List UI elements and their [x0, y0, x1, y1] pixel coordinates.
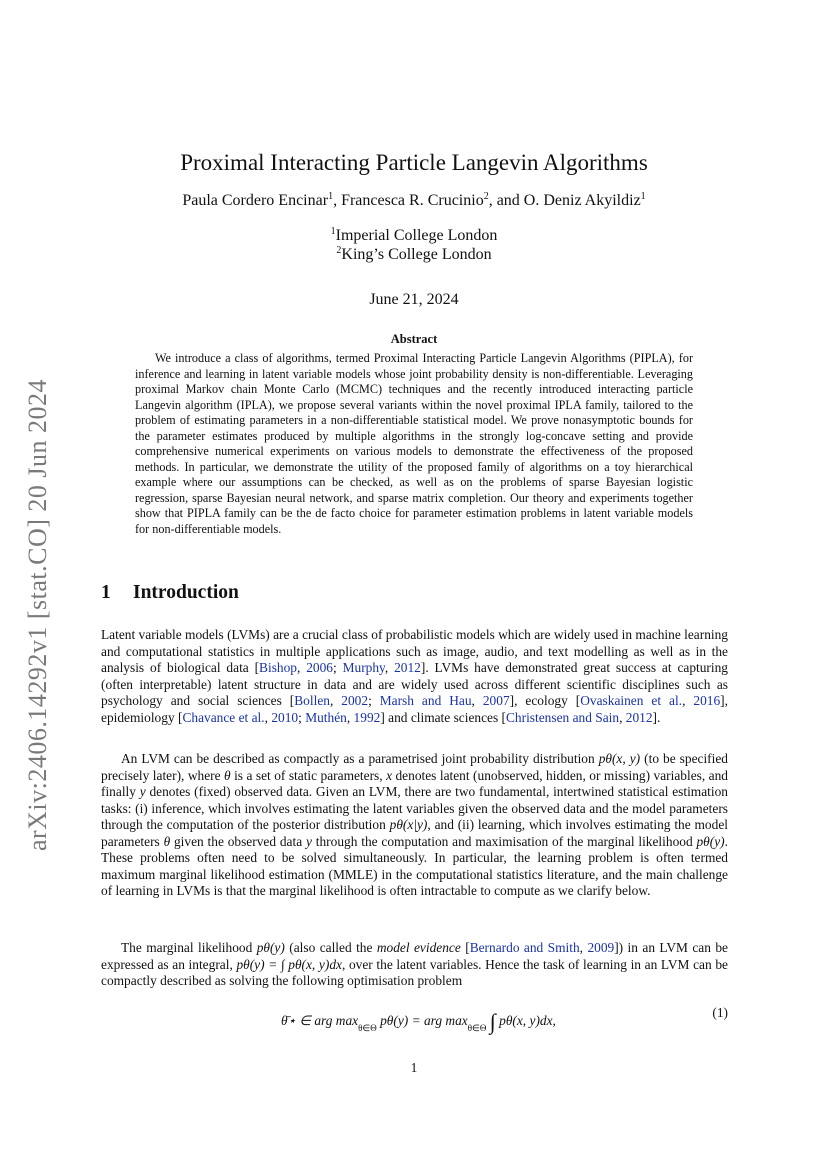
citation-link[interactable]: Chavance et al.: [182, 709, 265, 725]
citation-link[interactable]: 2016: [693, 693, 721, 708]
affiliation-marker: 1: [330, 226, 336, 237]
affiliation-name: Imperial College London: [335, 227, 498, 244]
citation-link[interactable]: 2012: [394, 660, 421, 675]
author-separator: ,: [333, 192, 342, 209]
paragraph: The marginal likelihood pθ(y) (also called the model evidence [Bernardo and Smith, 2009]) in an LVM can be expressed as an integral, pθ(y) = ∫ pθ(x, y)dx, over the latent variables. Hence the task of learning in an LVM can be compactly described as solving the following optimisation problem: [101, 940, 728, 988]
affiliation-marker: 1: [640, 191, 646, 202]
paper-title: Proximal Interacting Particle Langevin Algorithms: [180, 150, 648, 175]
affiliation: [0, 245, 828, 264]
paragraph: Latent variable models (LVMs) are a crucial class of probabilistic models which are widely used in machine learning and computational statistics in multiple applications such as image, audio, and text modelling as well as in the analysis of biological data [Bishop, 2006; Murphy, 2012]. LVMs have demonstrated great success at capturing (often interpretable) latent structure in data and are widely used across different scientific disciplines such as psychology and social sciences [Bollen, 2002; Marsh and Hau, 2007], ecology [Ovaskainen et al., 2016], epidemiology [Chavance et al., 2010; Muthén, 1992] and climate sciences [Christensen and Sain, 2012].: [101, 627, 729, 725]
citation-link[interactable]: Bernardo and Smith: [469, 940, 580, 955]
affiliation-marker: 2: [336, 245, 342, 256]
section-number: 1: [101, 582, 111, 603]
abstract-heading: Abstract: [390, 332, 438, 346]
math-inline: y: [305, 833, 312, 849]
author-list: [0, 191, 828, 210]
affiliation-marker: 1: [328, 191, 334, 202]
section-title: Introduction: [133, 582, 239, 603]
equation-subscript: θ∈Θ: [358, 1023, 377, 1033]
citation-link[interactable]: 2010: [271, 709, 299, 725]
display-equation: θ̄⋆ ∈ arg $\max_{\theta\in\Theta} p\theta(y)$ = arg $\max_{\theta\in\Theta}$ ∫ pθ(x, y)dx, (1): [281, 1005, 728, 1034]
citation-link[interactable]: Bishop: [259, 660, 297, 675]
arxiv-identifier-text: arXiv:2406.14292v1 [stat.CO] 20 Jun 2024: [23, 378, 52, 852]
affiliation-name: King’s College London: [341, 246, 492, 263]
author-name: Francesca R. Crucinio: [341, 192, 484, 209]
math-inline: θ: [224, 767, 231, 783]
math-inline: pθ(x|y): [389, 817, 428, 832]
citation-link[interactable]: Bollen: [294, 693, 330, 708]
paragraph: An LVM can be described as compactly as a parametrised joint probability distribution pθ(x, y) (to be specified precisely later), where θ is a set of static parameters, x denotes latent (unobserved, hidden, or missing) variables, and finally y denotes (fixed) observed data. Given an LVM, there are two fundamental, intertwined statistical estimation tasks: (i) inference, which involves estimating the latent variables given the observed data and the model parameters through the computation of the posterior distribution pθ(x|y), and (ii) learning, which involves estimating the model parameters θ given the observed data y through the computation and maximisation of the marginal likelihood pθ(y). These problems often need to be solved simultaneously. In particular, the learning problem is often termed maximum marginal likelihood estimation (MMLE) in the computational statistics literature, and the main challenge of learning in LVMs is that the marginal likelihood is often intractable to compute as we clarify below.: [101, 751, 728, 898]
citation-link[interactable]: 2006: [306, 660, 333, 675]
affiliation-marker: 2: [483, 191, 489, 202]
math-inline: pθ(x, y): [598, 751, 641, 766]
citation-link[interactable]: Christensen and Sain: [506, 709, 620, 725]
author-separator: , and: [488, 192, 524, 209]
citation-link[interactable]: 2002: [341, 693, 369, 708]
citation-link[interactable]: Marsh and Hau: [379, 693, 472, 708]
citation-link[interactable]: 2012: [625, 709, 653, 725]
publication-date: June 21, 2024: [369, 291, 459, 308]
citation-link[interactable]: Ovaskainen et al.: [580, 693, 683, 708]
page-number: 1: [410, 1060, 418, 1075]
arxiv-identifier: [18, 365, 58, 865]
citation-link[interactable]: 1992: [353, 709, 381, 725]
section-heading: [101, 582, 239, 604]
author-name: O. Deniz Akyildiz: [523, 192, 641, 209]
math-inline: pθ(y) = ∫ pθ(x, y)dx: [236, 956, 342, 972]
author-name: Paula Cordero Encinar: [182, 192, 329, 209]
citation-link[interactable]: 2007: [482, 693, 510, 708]
math-inline: y: [139, 784, 146, 799]
equation-number: (1): [712, 1005, 728, 1020]
math-inline: x: [386, 767, 393, 783]
math-inline: θ: [163, 833, 171, 849]
citation-link[interactable]: Muthén: [305, 709, 347, 725]
citation-link[interactable]: 2009: [587, 940, 615, 955]
abstract-text: We introduce a class of algorithms, termed Proximal Interacting Particle Langevin Algorithms (PIPLA), for inference and learning in latent variable models whose joint probability density is non-differentiable. Leveraging proximal Markov chain Monte Carlo (MCMC) techniques and the recently introduced interacting particle Langevin algorithm (IPLA), we propose several variants within the novel proximal IPLA family, tailored to the problem of estimating parameters in a non-differentiable statistical model. We prove nonasymptotic bounds for the parameter estimates produced by multiple algorithms in the strongly log-concave setting and provide comprehensive numerical experiments on various models to demonstrate the effectiveness of the proposed methods. In particular, we demonstrate the utility of the proposed family of algorithms on a toy hierarchical example where our assumptions can be checked, as well as on the problems of sparse Bayesian logistic regression, sparse Bayesian neural network, and sparse matrix completion. Our theory and experiments together show that PIPLA family can be the de facto choice for parameter estimation problems in latent variable models for non-differentiable models.: [135, 351, 693, 536]
integral-symbol: ∫: [489, 1009, 496, 1034]
citation-link[interactable]: Murphy: [342, 660, 385, 675]
affiliation: [0, 226, 828, 245]
math-inline: pθ(y): [256, 940, 285, 955]
equation-subscript: θ∈Θ: [467, 1023, 487, 1033]
math-inline: pθ(y): [696, 833, 725, 849]
emphasis-text: model evidence: [376, 940, 461, 955]
